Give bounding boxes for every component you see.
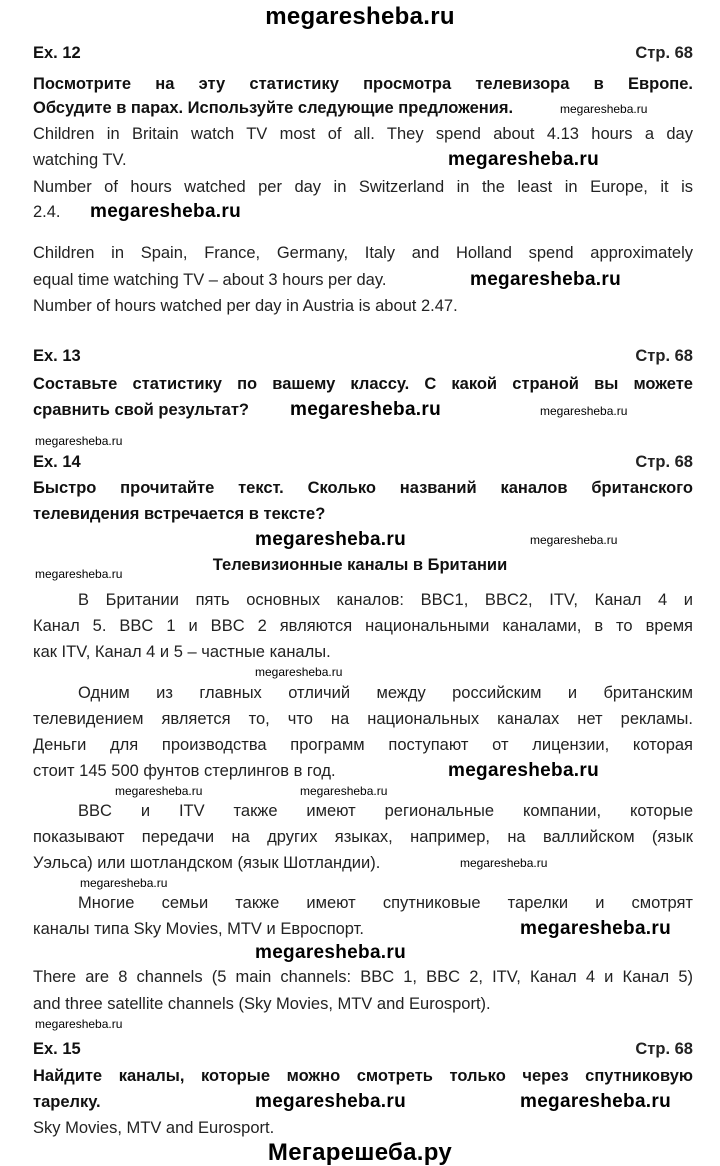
ex15-label: Ex. 15	[33, 1040, 81, 1058]
watermark: megaresheba.ru	[448, 149, 599, 170]
ex12-answer-line: Children in Spain, France, Germany, Italy and Holland spend approximately	[33, 244, 693, 262]
watermark: megaresheba.ru	[115, 784, 203, 798]
ex14-page: Стр. 68	[635, 453, 693, 471]
footer-watermark: Мегарешеба.ру	[267, 1139, 453, 1166]
text-line: каналы типа Sky Movies, MTV и Евроспорт.	[33, 920, 364, 938]
header-watermark: megaresheba.ru	[265, 3, 455, 30]
watermark: megaresheba.ru	[460, 856, 548, 870]
watermark: megaresheba.ru	[255, 529, 406, 550]
ex12-answer-line: Number of hours watched per day in Austria is about 2.47.	[33, 297, 458, 315]
ex13-task-line: Составьте статистику по вашему классу. С какой страной вы можете	[33, 375, 693, 393]
text-line: Канал 5. BBC 1 и BBC 2 являются национальными каналами, в то время	[33, 617, 693, 635]
ex12-answer-line: equal time watching TV – about 3 hours per day.	[33, 271, 387, 289]
text-line: BBC и ITV также имеют региональные компании, которые	[78, 802, 693, 820]
text-line: Многие семьи также имеют спутниковые тарелки и смотрят	[78, 894, 693, 912]
text-line: Одним из главных отличий между российским и британским	[78, 684, 693, 702]
watermark: megaresheba.ru	[80, 876, 168, 890]
ex15-task-line: Найдите каналы, которые можно смотреть только через спутниковую	[33, 1067, 693, 1085]
watermark: megaresheba.ru	[35, 567, 123, 581]
ex14-answer-line: There are 8 channels (5 main channels: BBC 1, BBC 2, ITV, Канал 4 и Канал 5)	[33, 968, 693, 986]
ex15-page: Стр. 68	[635, 1040, 693, 1058]
ex12-task-line: Посмотрите на эту статистику просмотра телевизора в Европе.	[33, 75, 693, 93]
watermark: megaresheba.ru	[448, 760, 599, 781]
text-line: Деньги для производства программ поступают от лицензии, которая	[33, 736, 693, 754]
watermark: megaresheba.ru	[520, 1091, 671, 1112]
ex14-task-line: Быстро прочитайте текст. Сколько названий каналов британского	[33, 479, 693, 497]
watermark: megaresheba.ru	[530, 533, 618, 547]
text-line: как ITV, Канал 4 и 5 – частные каналы.	[33, 643, 331, 661]
text-title: Телевизионные каналы в Британии	[212, 556, 508, 574]
ex13-label: Ex. 13	[33, 347, 81, 365]
watermark: megaresheba.ru	[540, 404, 628, 418]
ex14-label: Ex. 14	[33, 453, 81, 471]
text-line: Уэльса) или шотландском (язык Шотландии).	[33, 854, 381, 872]
ex12-answer-line: Number of hours watched per day in Switzerland in the least in Europe, it is	[33, 178, 693, 196]
text-line: показывают передачи на других языках, например, на валлийском (язык	[33, 828, 693, 846]
watermark: megaresheba.ru	[255, 942, 406, 963]
watermark: megaresheba.ru	[255, 1091, 406, 1112]
watermark: megaresheba.ru	[300, 784, 388, 798]
ex13-page: Стр. 68	[635, 347, 693, 365]
ex12-answer-line: watching TV.	[33, 151, 127, 169]
ex12-answer-line: Children in Britain watch TV most of all. They spend about 4.13 hours a day	[33, 125, 693, 143]
ex15-answer: Sky Movies, MTV and Eurosport.	[33, 1119, 275, 1137]
watermark: megaresheba.ru	[35, 434, 123, 448]
watermark: megaresheba.ru	[470, 269, 621, 290]
ex12-label: Ex. 12	[33, 44, 81, 62]
ex12-task-line: Обсудите в парах. Используйте следующие предложения.	[33, 99, 514, 117]
ex14-answer-line: and three satellite channels (Sky Movies, MTV and Eurosport).	[33, 995, 491, 1013]
ex12-answer-line: 2.4.	[33, 203, 61, 221]
ex14-task-line: телевидения встречается в тексте?	[33, 505, 326, 523]
watermark: megaresheba.ru	[560, 102, 648, 116]
watermark: megaresheba.ru	[35, 1017, 123, 1031]
text-line: В Британии пять основных каналов: BBC1, BBC2, ITV, Канал 4 и	[78, 591, 693, 609]
watermark: megaresheba.ru	[520, 918, 671, 939]
watermark: megaresheba.ru	[90, 201, 241, 222]
watermark: megaresheba.ru	[290, 399, 441, 420]
watermark: megaresheba.ru	[255, 665, 343, 679]
ex12-page: Стр. 68	[635, 44, 693, 62]
ex13-task-line: сравнить свой результат?	[33, 401, 249, 419]
text-line: телевидением является то, что на национальных каналах нет рекламы.	[33, 710, 693, 728]
text-line: стоит 145 500 фунтов стерлингов в год.	[33, 762, 336, 780]
ex15-task-line: тарелку.	[33, 1093, 101, 1111]
